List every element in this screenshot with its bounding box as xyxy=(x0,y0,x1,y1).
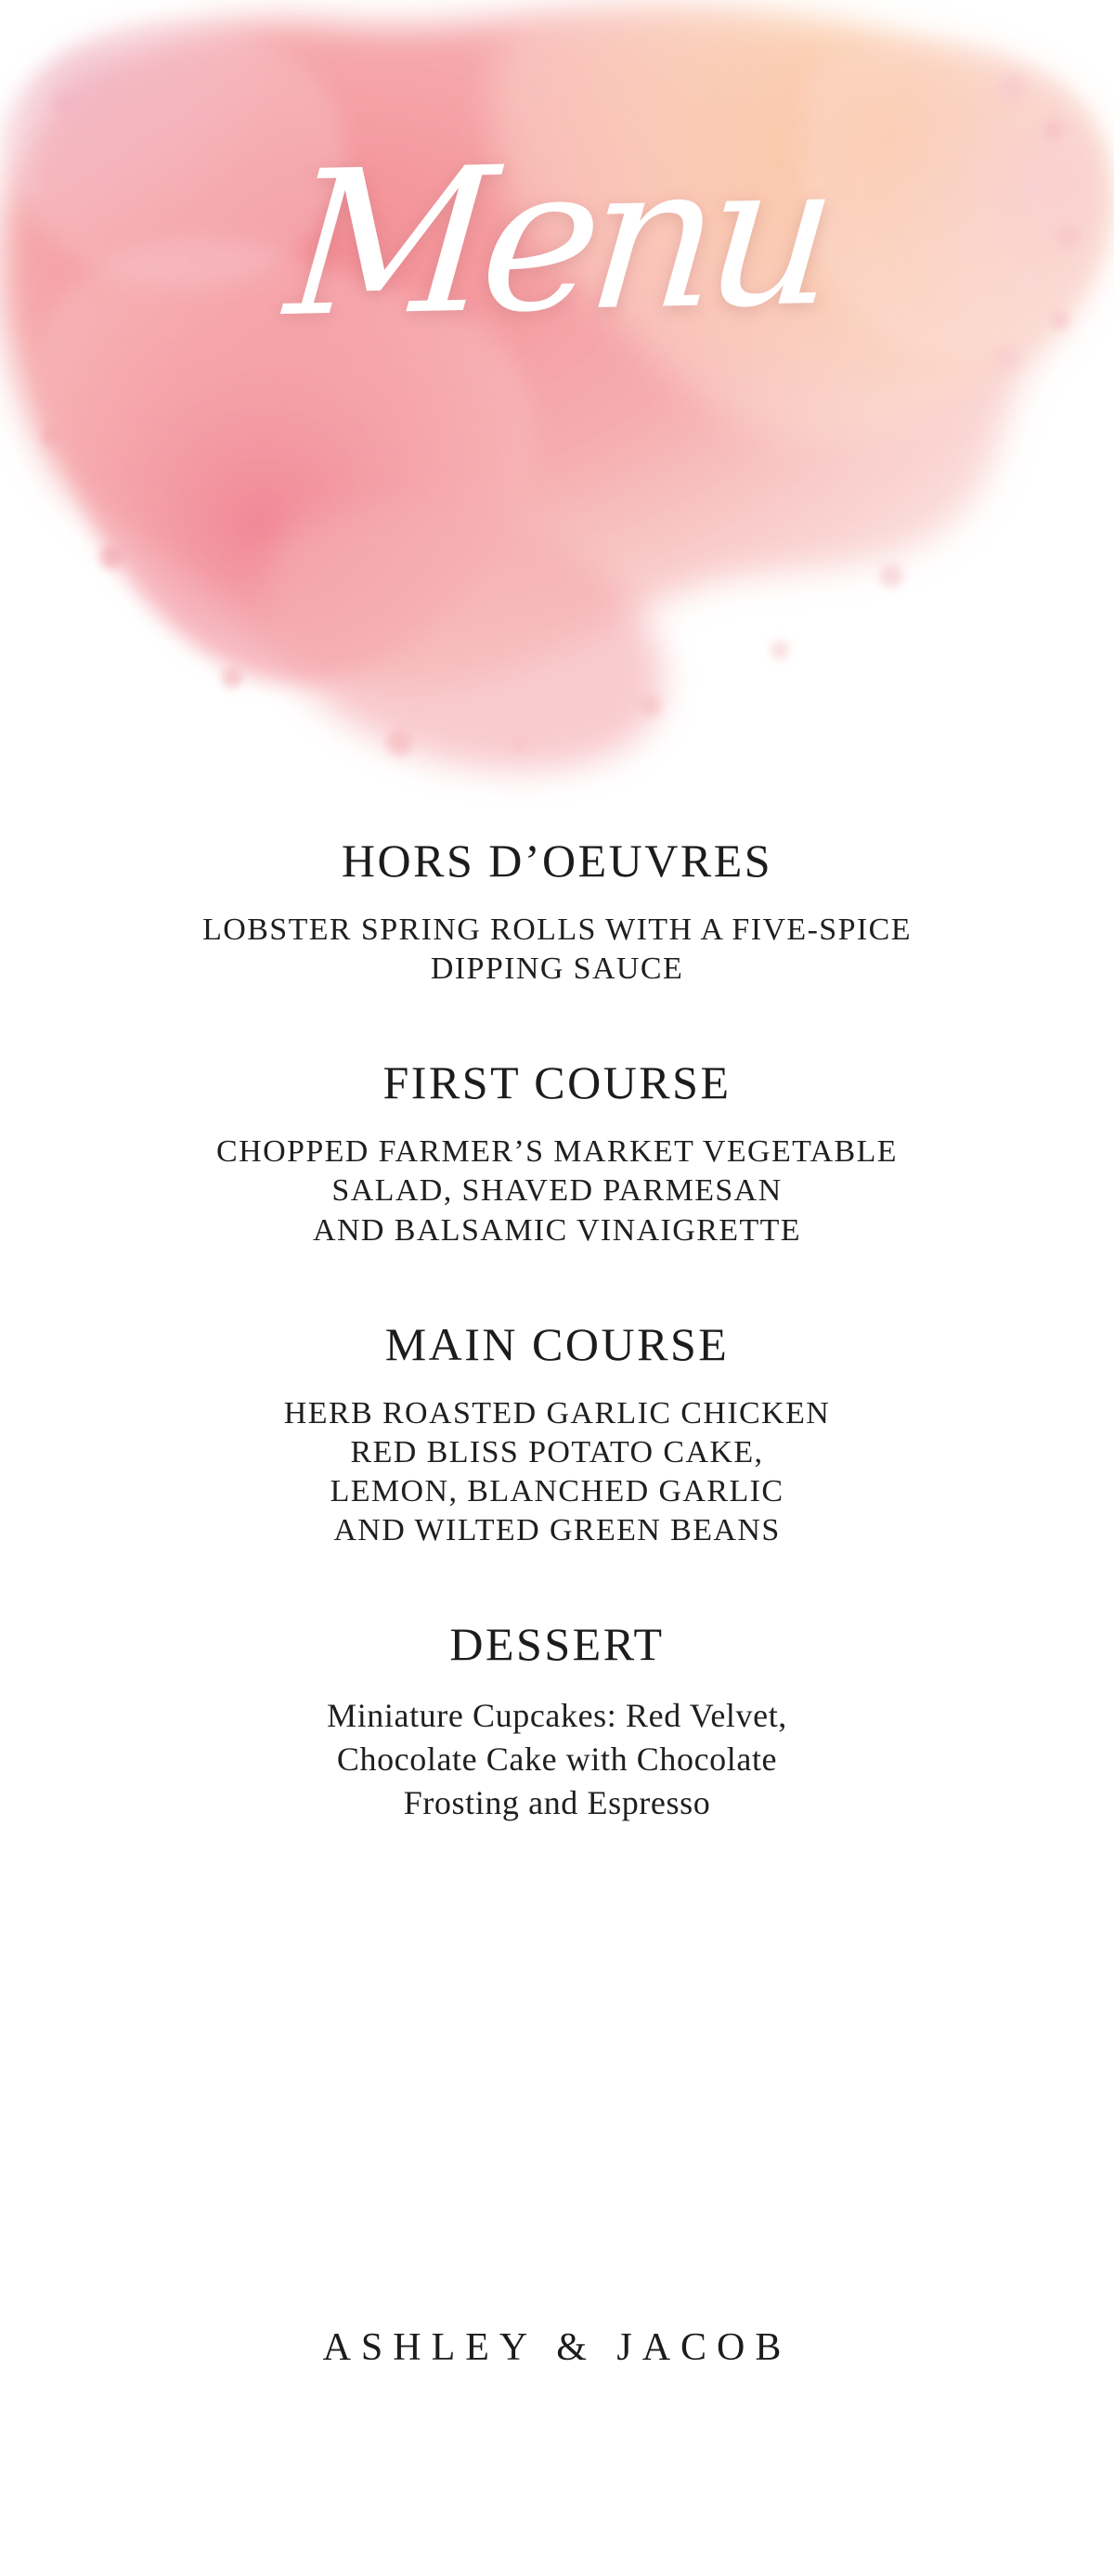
course-description-line: LEMON, BLANCHED GARLIC xyxy=(330,1474,784,1509)
course-title: DESSERT xyxy=(449,1618,665,1671)
course-title: FIRST COURSE xyxy=(382,1056,732,1109)
couple-names: ASHLEY & JACOB xyxy=(322,2326,792,2369)
course-description-line: AND BALSAMIC VINAIGRETTE xyxy=(313,1212,801,1248)
course-description-line: SALAD, SHAVED PARMESAN xyxy=(331,1173,783,1209)
course-description-line: LOBSTER SPRING ROLLS WITH A FIVE-SPICE xyxy=(202,913,912,947)
course-first-course xyxy=(0,1057,1114,1249)
course-description-line: HERB ROASTED GARLIC CHICKEN xyxy=(283,1395,831,1430)
watercolor-header-artwork xyxy=(0,0,1114,817)
menu-title-text: Menu xyxy=(278,116,836,362)
course-description-line: Miniature Cupcakes: Red Velvet, xyxy=(327,1697,787,1735)
course-hors-doeuvres xyxy=(0,835,1114,989)
course-title: HORS D’OEUVRES xyxy=(341,835,773,887)
course-description xyxy=(0,1133,1114,1249)
course-description-line: RED BLISS POTATO CAKE, xyxy=(350,1434,764,1469)
course-dessert xyxy=(0,1619,1114,1824)
course-description-line: CHOPPED FARMER’S MARKET VEGETABLE xyxy=(216,1134,898,1170)
course-description-line: DIPPING SAUCE xyxy=(430,951,684,987)
course-description xyxy=(0,911,1114,989)
menu-content xyxy=(0,835,1114,1825)
course-main-course xyxy=(0,1319,1114,1551)
course-description-line: AND WILTED GREEN BEANS xyxy=(333,1513,781,1548)
course-description-line: Frosting and Espresso xyxy=(403,1784,711,1821)
course-description xyxy=(0,1694,1114,1824)
course-title: MAIN COURSE xyxy=(384,1317,730,1370)
course-description-line: Chocolate Cake with Chocolate xyxy=(336,1741,778,1779)
course-description xyxy=(0,1394,1114,1551)
